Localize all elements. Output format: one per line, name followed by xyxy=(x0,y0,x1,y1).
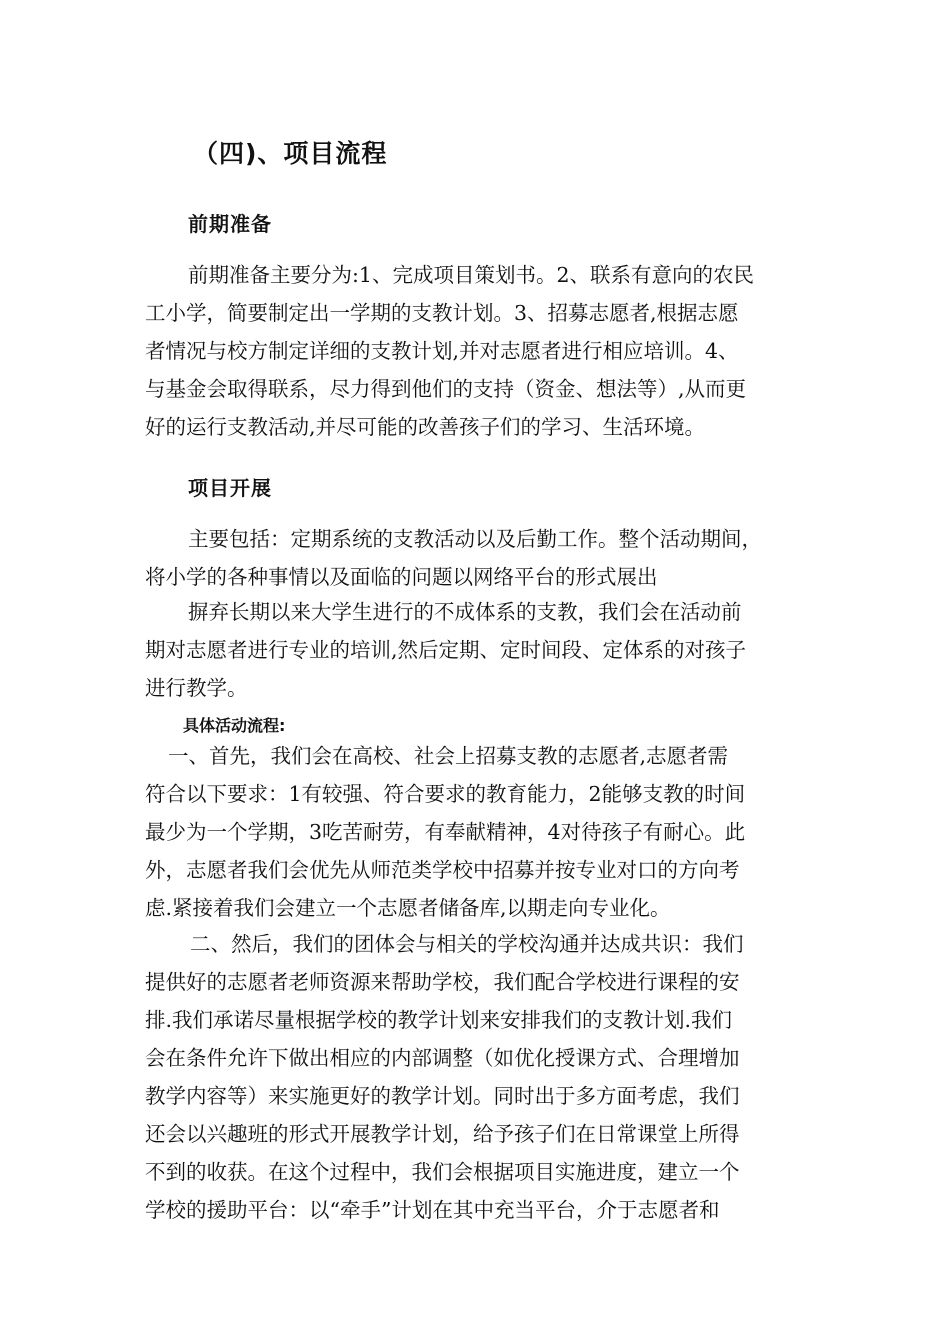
text-line: 还会以兴趣班的形式开展教学计划，给予孩子们在日常课堂上所得 xyxy=(145,1122,740,1146)
heading-flow: 具体活动流程: xyxy=(183,716,286,735)
text-line: 工小学，简要制定出一学期的支教计划。3、招募志愿者,根据志愿 xyxy=(145,301,739,325)
heading-develop: 项目开展 xyxy=(188,476,272,500)
text-line: 最少为一个学期，3吃苦耐劳，有奉献精神，4对待孩子有耐心。此 xyxy=(145,820,746,844)
text-line: 提供好的志愿者老师资源来帮助学校，我们配合学校进行课程的安 xyxy=(145,970,740,994)
section-title: （四)、项目流程 xyxy=(193,139,388,168)
text-line: 不到的收获。在这个过程中，我们会根据项目实施进度，建立一个 xyxy=(145,1160,740,1184)
text-line: 排.我们承诺尽量根据学校的教学计划来安排我们的支教计划.我们 xyxy=(145,1008,733,1032)
text-line: 主要包括：定期系统的支教活动以及后勤工作。整个活动期间， xyxy=(188,527,762,551)
text-line: 摒弃长期以来大学生进行的不成体系的支教，我们会在活动前 xyxy=(188,600,742,624)
text-line: 好的运行支教活动,并尽可能的改善孩子们的学习、生活环境。 xyxy=(145,415,706,439)
text-line: 期对志愿者进行专业的培训,然后定期、定时间段、定体系的对孩子 xyxy=(145,638,747,662)
text-line: 虑.紧接着我们会建立一个志愿者储备库,以期走向专业化。 xyxy=(145,896,671,920)
text-line: 与基金会取得联系，尽力得到他们的支持（资金、想法等）,从而更 xyxy=(145,377,747,401)
text-line: 学校的援助平台：以“牵手”计划在其中充当平台，介于志愿者和 xyxy=(145,1198,720,1222)
text-line: 教学内容等）来实施更好的教学计划。同时出于多方面考虑，我们 xyxy=(145,1084,740,1108)
text-line: 一、首先，我们会在高校、社会上招募支教的志愿者,志愿者需 xyxy=(168,744,729,768)
text-line: 符合以下要求：1有较强、符合要求的教育能力，2能够支教的时间 xyxy=(145,782,746,806)
text-line: 进行教学。 xyxy=(145,676,248,700)
text-line: 者情况与校方制定详细的支教计划,并对志愿者进行相应培训。4、 xyxy=(145,339,739,363)
text-line: 二、然后，我们的团体会与相关的学校沟通并达成共识：我们 xyxy=(190,932,744,956)
text-line: 前期准备主要分为:1、完成项目策划书。2、联系有意向的农民 xyxy=(188,263,754,287)
heading-prep: 前期准备 xyxy=(188,212,272,236)
text-line: 将小学的各种事情以及面临的问题以网络平台的形式展出 xyxy=(145,565,658,589)
text-line: 外，志愿者我们会优先从师范类学校中招募并按专业对口的方向考 xyxy=(145,858,740,882)
text-line: 会在条件允许下做出相应的内部调整（如优化授课方式、合理增加 xyxy=(145,1046,740,1070)
